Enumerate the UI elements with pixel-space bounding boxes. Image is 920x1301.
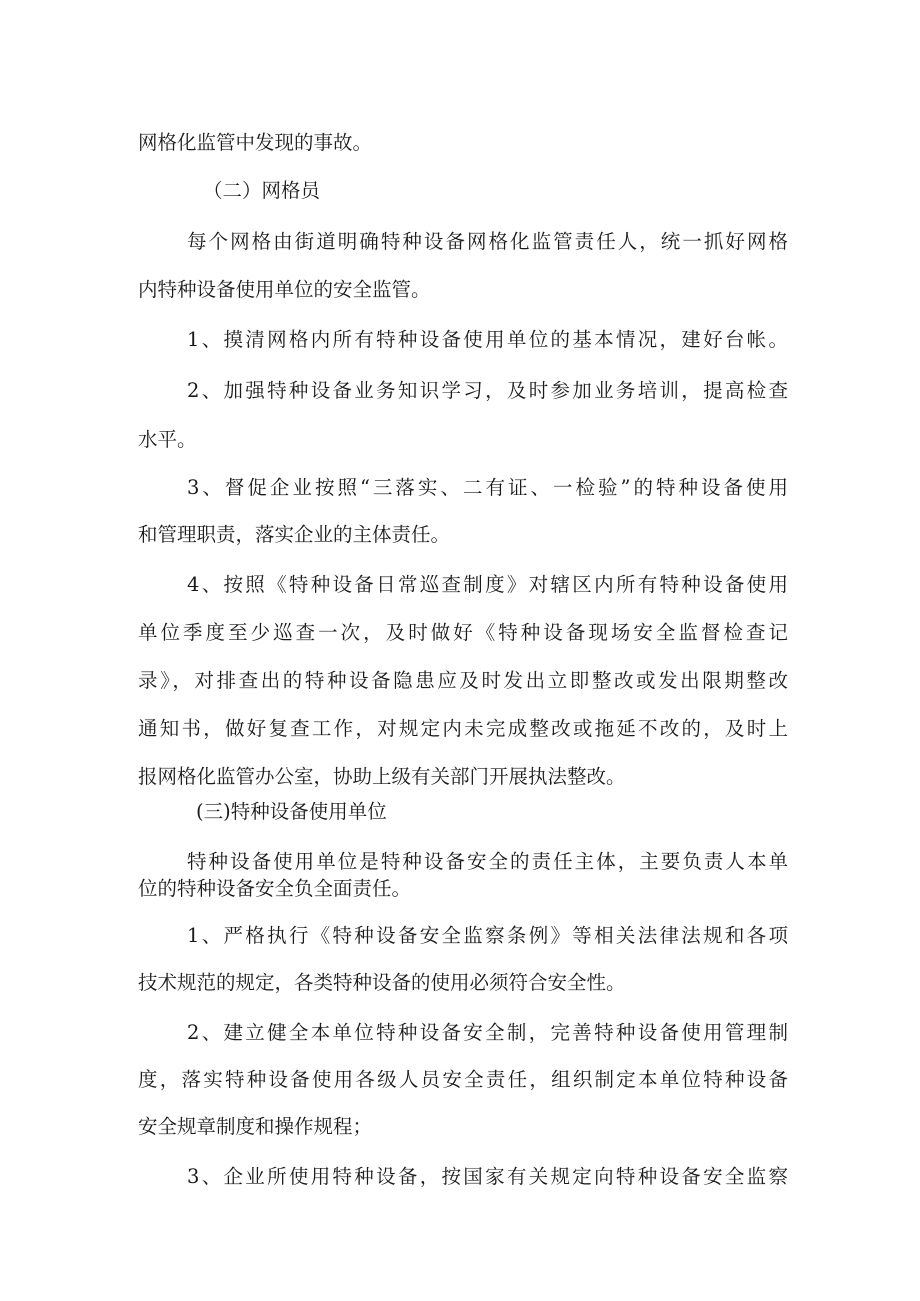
list-item: 1、摸清网格内所有特种设备使用单位的基本情况，建好台帐。 bbox=[187, 328, 788, 351]
section-heading-2: （二）网格员 bbox=[203, 179, 321, 202]
paragraph-line: 单位季度至少巡查一次，及时做好《特种设备现场安全监督检查记 bbox=[138, 621, 788, 644]
paragraph-line: 安全规章制度和操作规程； bbox=[138, 1115, 373, 1138]
paragraph-line: 特种设备使用单位是特种设备安全的责任主体，主要负责人本单 bbox=[187, 850, 788, 873]
paragraph-line: 和管理职责，落实企业的主体责任。 bbox=[138, 523, 451, 546]
paragraph-line: 网格化监管中发现的事故。 bbox=[138, 131, 373, 154]
paragraph-line: 位的特种设备安全负全面责任。 bbox=[138, 877, 412, 900]
paragraph-line: 录》，对排查出的特种设备隐患应及时发出立即整改或发出限期整改 bbox=[138, 669, 788, 692]
list-item: 3、企业所使用特种设备，按国家有关规定向特种设备安全监察 bbox=[187, 1165, 788, 1188]
list-item: 2、加强特种设备业务知识学习，及时参加业务培训，提高检查 bbox=[187, 379, 788, 402]
paragraph-line: 技术规范的规定，各类特种设备的使用必须符合安全性。 bbox=[138, 971, 626, 994]
paragraph-line: 水平。 bbox=[138, 428, 197, 451]
paragraph-line: 内特种设备使用单位的安全监管。 bbox=[138, 278, 431, 301]
paragraph-line: 每个网格由街道明确特种设备网格化监管责任人，统一抓好网格 bbox=[187, 230, 788, 253]
paragraph-line: 通知书，做好复查工作，对规定内未完成整改或拖延不改的，及时上 bbox=[138, 717, 788, 740]
list-item: 2、建立健全本单位特种设备安全制，完善特种设备使用管理制 bbox=[187, 1021, 788, 1044]
list-item: 4、按照《特种设备日常巡查制度》对辖区内所有特种设备使用 bbox=[187, 573, 788, 596]
list-item: 3、督促企业按照“三落实、二有证、一检验”的特种设备使用 bbox=[187, 476, 788, 499]
paragraph-line: 度，落实特种设备使用各级人员安全责任，组织制定本单位特种设备 bbox=[138, 1068, 788, 1091]
section-heading-3: (三)特种设备使用单位 bbox=[196, 800, 387, 823]
paragraph-line: 报网格化监管办公室，协助上级有关部门开展执法整改。 bbox=[138, 765, 626, 788]
list-item: 1、严格执行《特种设备安全监察条例》等相关法律法规和各项 bbox=[187, 924, 788, 947]
